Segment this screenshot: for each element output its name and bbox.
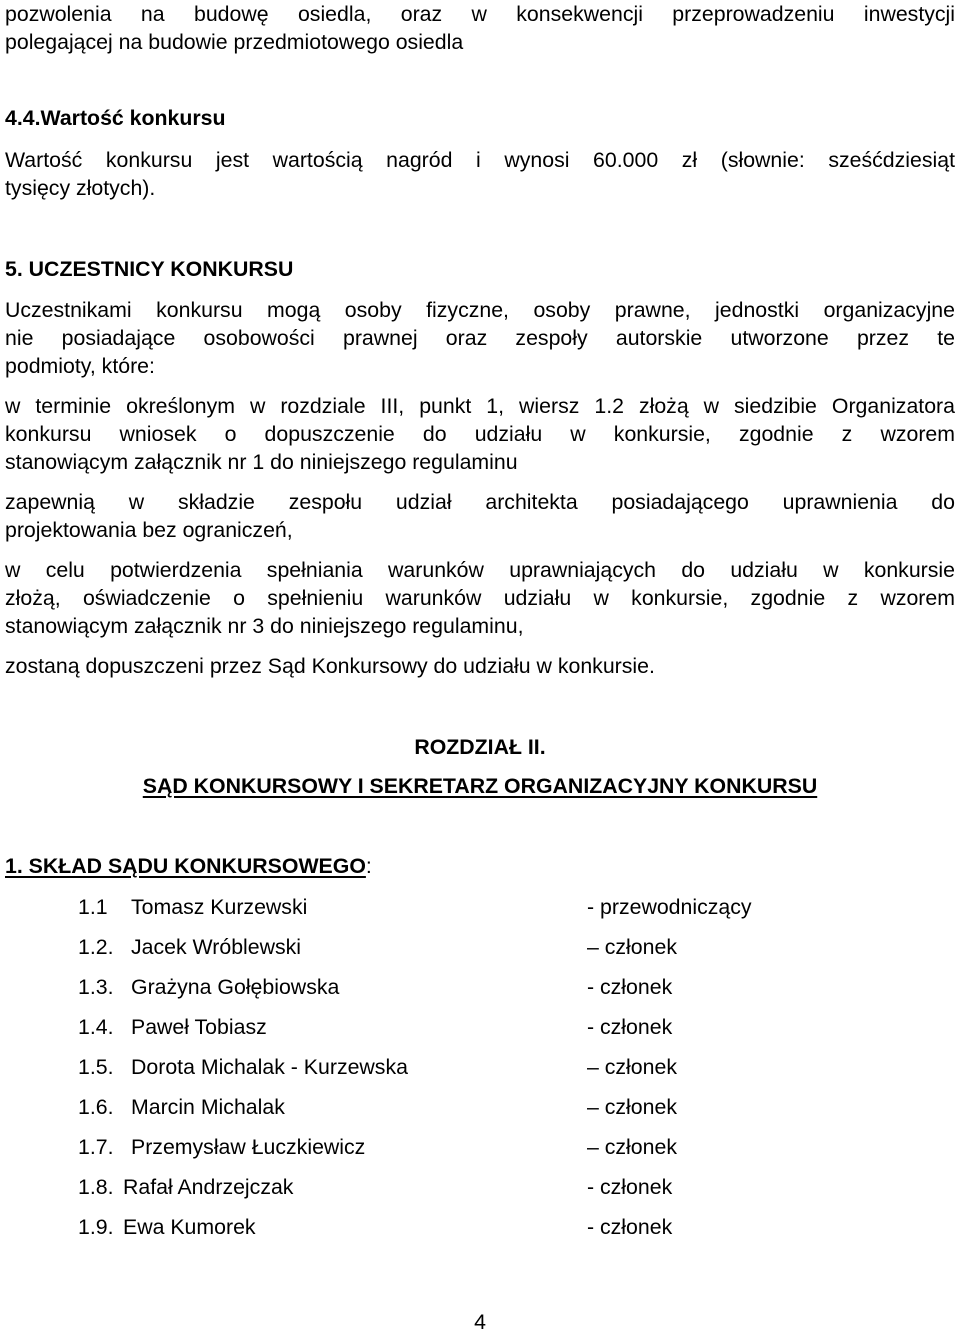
member-name: Tomasz Kurzewski <box>131 895 308 919</box>
member-number: 1.4. <box>78 1015 114 1039</box>
member-number: 1.7. <box>78 1135 114 1159</box>
list-item <box>0 1173 960 1201</box>
section-1-heading <box>5 852 372 880</box>
condition-3-line-3: stanowiącym załącznik nr 3 do niniejszego regulaminu, <box>5 614 524 638</box>
member-role: – członek <box>587 935 677 959</box>
list-item <box>0 1013 960 1041</box>
condition-2-line-2: projektowania bez ograniczeń, <box>5 518 293 542</box>
list-item <box>0 1053 960 1081</box>
member-name: Jacek Wróblewski <box>131 935 302 959</box>
member-number: 1.8. <box>78 1175 114 1199</box>
list-item <box>0 893 960 921</box>
section-5-closing: zostaną dopuszczeni przez Sąd Konkursowy do udziału w konkursie. <box>5 654 655 678</box>
member-number: 1.6. <box>78 1095 114 1119</box>
section-4-4-line-1: Wartość konkursu jest wartością nagród i wynosi 60.000 zł (słownie: sześćdziesiąt <box>5 148 955 172</box>
condition-2-line-1: zapewnią w składzie zespołu udział architekta posiadającego uprawnienia do <box>5 490 955 514</box>
member-name: Marcin Michalak <box>131 1095 285 1119</box>
condition-3-line-1: w celu potwierdzenia spełniania warunków uprawniających do udziału w konkursie <box>5 558 955 582</box>
section-1-heading-text: 1. SKŁAD SĄDU KONKURSOWEGO <box>5 854 366 878</box>
intro-line-2: polegającej na budowie przedmiotowego osiedla <box>5 30 464 54</box>
section-5-intro-line-1: Uczestnikami konkursu mogą osoby fizyczne, osoby prawne, jednostki organizacyjne <box>5 298 955 322</box>
condition-1-line-1: w terminie określonym w rozdziale III, punkt 1, wiersz 1.2 złożą w siedzibie Organizatora <box>5 394 955 418</box>
list-item <box>0 933 960 961</box>
page-number: 4 <box>474 1310 486 1334</box>
list-item <box>0 1133 960 1161</box>
member-number: 1.2. <box>78 935 114 959</box>
member-role: - przewodniczący <box>587 895 752 919</box>
section-5-intro-line-3: podmioty, które: <box>5 354 155 378</box>
member-role: - członek <box>587 1175 673 1199</box>
condition-1-line-2: konkursu wniosek o dopuszczenie do udziału w konkursie, zgodnie z wzorem <box>5 422 955 446</box>
member-name: Ewa Kumorek <box>123 1215 256 1239</box>
condition-3-line-2: złożą, oświadczenie o spełnieniu warunków udziału w konkursie, zgodnie z wzorem <box>5 586 955 610</box>
member-name: Grażyna Gołębiowska <box>131 975 340 999</box>
member-number: 1.1 <box>78 895 108 919</box>
member-role: – członek <box>587 1055 677 1079</box>
section-4-4-heading: 4.4.Wartość konkursu <box>5 106 226 130</box>
member-role: – członek <box>587 1095 677 1119</box>
condition-1-line-3: stanowiącym załącznik nr 1 do niniejszego regulaminu <box>5 450 518 474</box>
chapter-title: SĄD KONKURSOWY I SEKRETARZ ORGANIZACYJNY KONKURSU <box>142 774 818 798</box>
intro-line-1: pozwolenia na budowę osiedla, oraz w konsekwencji przeprowadzeniu inwestycji <box>5 2 955 26</box>
member-number: 1.5. <box>78 1055 114 1079</box>
member-role: - członek <box>587 1215 673 1239</box>
member-number: 1.9. <box>78 1215 114 1239</box>
section-5-heading: 5. UCZESTNICY KONKURSU <box>5 257 294 281</box>
member-name: Dorota Michalak - Kurzewska <box>131 1055 408 1079</box>
section-4-4-line-2: tysięcy złotych). <box>5 176 156 200</box>
member-name: Paweł Tobiasz <box>131 1015 267 1039</box>
member-role: – członek <box>587 1135 677 1159</box>
section-5-intro-line-2: nie posiadające osobowości prawnej oraz zespoły autorskie utworzone przez te <box>5 326 955 350</box>
chapter-label: ROZDZIAŁ II. <box>414 735 546 759</box>
member-name: Przemysław Łuczkiewicz <box>131 1135 366 1159</box>
list-item <box>0 973 960 1001</box>
section-1-heading-suffix: : <box>365 854 372 878</box>
member-role: - członek <box>587 1015 673 1039</box>
member-role: - członek <box>587 975 673 999</box>
member-number: 1.3. <box>78 975 114 999</box>
list-item <box>0 1093 960 1121</box>
list-item <box>0 1213 960 1241</box>
member-name: Rafał Andrzejczak <box>123 1175 294 1199</box>
